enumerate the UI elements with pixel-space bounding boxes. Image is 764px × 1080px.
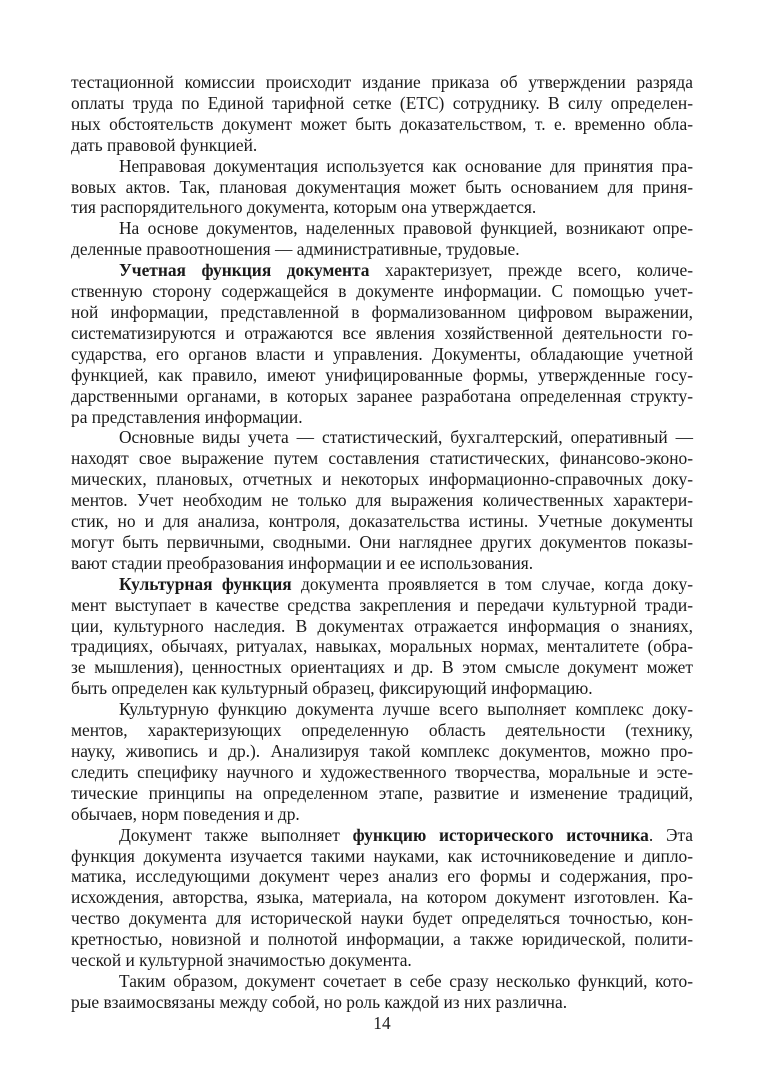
- text-line: тестационной комиссии происходит издание приказа об утверждении разряда: [71, 72, 693, 92]
- paragraph-accounting-function: [71, 260, 693, 427]
- text-fragment: Основные виды учета — статистический, бухгалтерский, оперативный —: [119, 427, 693, 448]
- text-line: следить специфику научного и художественного творчества, моральные и эсте-: [71, 761, 693, 782]
- text-line: вают стадии преобразования информации и ее использования.: [71, 552, 534, 573]
- text-line: стик, но и для анализа, контроля, доказательства истины. Учетные документы: [71, 511, 693, 532]
- text-line: сударства, его органов власти и управления. Документы, обладающие учетной: [71, 343, 693, 364]
- text-line: находят свое выражение путем составления статистических, финансово-эконо-: [71, 448, 693, 469]
- text-line: науку, живопись и др.). Анализируя такой комплекс документов, можно про-: [71, 741, 693, 761]
- text-fragment: Документ также выполняет: [119, 824, 353, 845]
- text-line: вовых актов. Так, плановая документация может быть основанием для приня-: [71, 176, 693, 197]
- text-line: ментов, характеризующих определенную область деятельности (технику,: [71, 720, 693, 741]
- text-line: ных обстоятельств документ может быть доказательством, т. е. временно обла-: [71, 113, 693, 134]
- text-line: систематизируются и отражаются все явления хозяйственной деятельности го-: [71, 322, 693, 343]
- text-line: обычаев, норм поведения и др.: [71, 803, 300, 824]
- text-line: ческой и культурной значимостью документа.: [71, 950, 412, 971]
- text-line: [71, 699, 693, 720]
- text-line: [71, 825, 693, 846]
- text-line: [71, 260, 693, 281]
- text-line: тия распорядительного документа, которым она утверждается.: [71, 197, 537, 218]
- text-fragment: Таким образом, документ сочетает в себе сразу несколько функций, кото-: [119, 970, 693, 991]
- text-line: мических, плановых, отчетных и некоторых информационно-справочных доку-: [71, 469, 693, 490]
- text-line: ра представления информации.: [71, 406, 303, 427]
- paragraph-historical-source: [71, 825, 693, 971]
- text-fragment: На основе документов, наделенных правовой функцией, возникают опре-: [119, 218, 693, 239]
- text-fragment: Неправовая документация используется как основание для принятия пра-: [119, 155, 693, 176]
- text-line: мент выступает в качестве средства закрепления и передачи культурной тради-: [71, 594, 693, 615]
- paragraph-7: [71, 699, 693, 824]
- text-line: [71, 574, 693, 595]
- text-line: ментов. Учет необходим не только для выражения количественных характери-: [71, 490, 693, 511]
- text-line: оплаты труда по Единой тарифной сетке (ЕТС) сотруднику. В силу определен-: [71, 92, 693, 113]
- text-line: чество документа для исторической науки будет определяться точностью, кон-: [71, 908, 693, 929]
- text-line: функцией, как правило, имеют унифицированные формы, утвержденные госу-: [71, 364, 693, 385]
- text-line: [71, 427, 693, 448]
- text-line: могут быть первичными, сводными. Они нагляднее других документов показы-: [71, 531, 693, 552]
- text-line: [71, 156, 693, 177]
- text-line: ной информации, представленной в формализованном цифровом выражении,: [71, 301, 693, 322]
- text-line: [71, 971, 693, 992]
- bold-term: Учетная функция документа: [119, 260, 370, 281]
- text-line: рые взаимосвязаны между собой, но роль каждой из них различна.: [71, 991, 568, 1012]
- text-line: дать правовой функцией.: [71, 134, 258, 155]
- text-line: зе мышления), ценностных ориентациях и др. В этом смысле документ может: [71, 657, 693, 678]
- paragraph-3: [71, 218, 693, 260]
- bold-term: Культурная функция: [119, 573, 292, 594]
- text-line: кретностью, новизной и полнотой информации, а также юридической, полити-: [71, 929, 693, 950]
- text-fragment: Культурную функцию документа лучше всего выполняет комплекс доку-: [119, 699, 693, 720]
- page-number: 14: [373, 1013, 391, 1033]
- text-line: традициях, обычаях, ритуалах, навыках, моральных нормах, менталитете (обра-: [71, 636, 693, 657]
- text-line: исхождения, авторства, языка, материала, на котором документ изготовлен. Ка-: [71, 887, 693, 908]
- paragraph-cultural-function: [71, 574, 693, 699]
- text-fragment: . Эта: [648, 824, 694, 845]
- text-fragment: характеризует, прежде всего, количе-: [369, 260, 694, 281]
- bold-term: функцию исторического источника: [352, 824, 649, 845]
- paragraph-conclusion: [71, 971, 693, 1013]
- text-line: ственную сторону содержащейся в документе информации. С помощью учет-: [71, 281, 693, 302]
- paragraph-1: [71, 72, 693, 156]
- text-line: быть определен как культурный образец, фиксирующий информацию.: [71, 678, 593, 699]
- text-line: ции, культурного наследия. В документах отражается информация о знаниях,: [71, 615, 693, 636]
- text-line: тические принципы на определенном этапе, развитие и изменение традиций,: [71, 782, 693, 803]
- text-fragment: документа проявляется в том случае, когда доку-: [291, 573, 693, 594]
- paragraph-5: [71, 427, 693, 573]
- text-line: [71, 218, 693, 239]
- page-body: [71, 72, 693, 1013]
- text-line: деленные правоотношения — административные, трудовые.: [71, 239, 520, 260]
- text-line: дарственными органами, в которых заранее разработана определенная структу-: [71, 385, 693, 406]
- text-line: функция документа изучается такими науками, как источниковедение и дипло-: [71, 845, 693, 866]
- text-line: матика, исследующими документ через анализ его формы и содержания, про-: [71, 866, 693, 887]
- paragraph-2: [71, 156, 693, 219]
